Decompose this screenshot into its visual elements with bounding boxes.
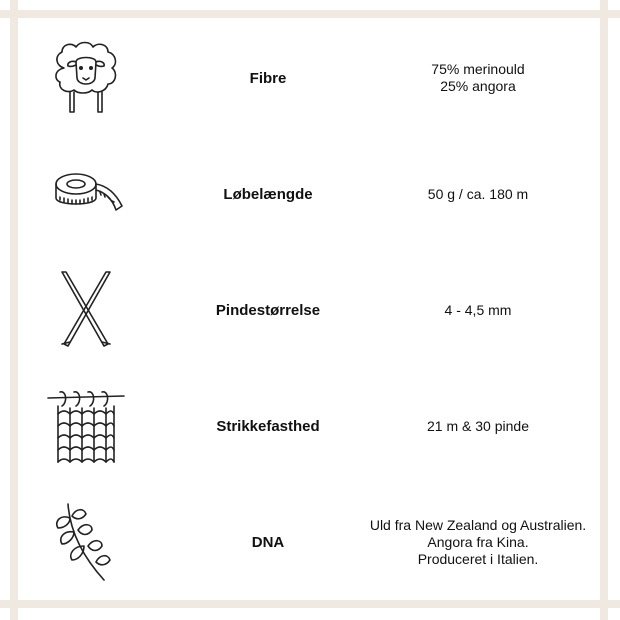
knitting-swatch-icon (46, 386, 126, 466)
label-length: Løbelængde (223, 185, 313, 203)
row-dna (18, 484, 600, 600)
label-gauge: Strikkefasthed (216, 417, 320, 435)
knitting-needles-icon (46, 270, 126, 350)
value-line: Uld fra New Zealand og Australien. (369, 516, 587, 533)
value-needles (358, 252, 598, 368)
frame-top (0, 10, 620, 18)
value-line: 75% merinould (431, 61, 525, 77)
value-line: 21 m & 30 pinde (427, 417, 529, 434)
leaf-branch-icon (46, 502, 126, 582)
value-line: Angora fra Kina. (427, 533, 529, 550)
value-length (358, 136, 598, 252)
value-line: 4 - 4,5 mm (444, 301, 512, 318)
value-line: Produceret i Italien. (417, 550, 539, 567)
sheep-icon (46, 38, 126, 118)
value-line: 50 g / ca. 180 m (427, 185, 529, 202)
value-line: 25% angora (440, 78, 516, 94)
frame-left (10, 0, 18, 620)
value-gauge (358, 368, 598, 484)
row-gauge (18, 368, 600, 484)
row-needles (18, 252, 600, 368)
value-fibre (358, 20, 598, 136)
label-needles: Pindestørrelse (215, 301, 321, 319)
row-length (18, 136, 600, 252)
frame-right (600, 0, 608, 620)
label-dna: DNA (251, 533, 285, 551)
frame-bottom (0, 600, 620, 608)
row-fibre (18, 20, 600, 136)
label-fibre: Fibre (249, 69, 287, 87)
measuring-tape-icon (46, 154, 126, 234)
value-dna (358, 484, 598, 600)
